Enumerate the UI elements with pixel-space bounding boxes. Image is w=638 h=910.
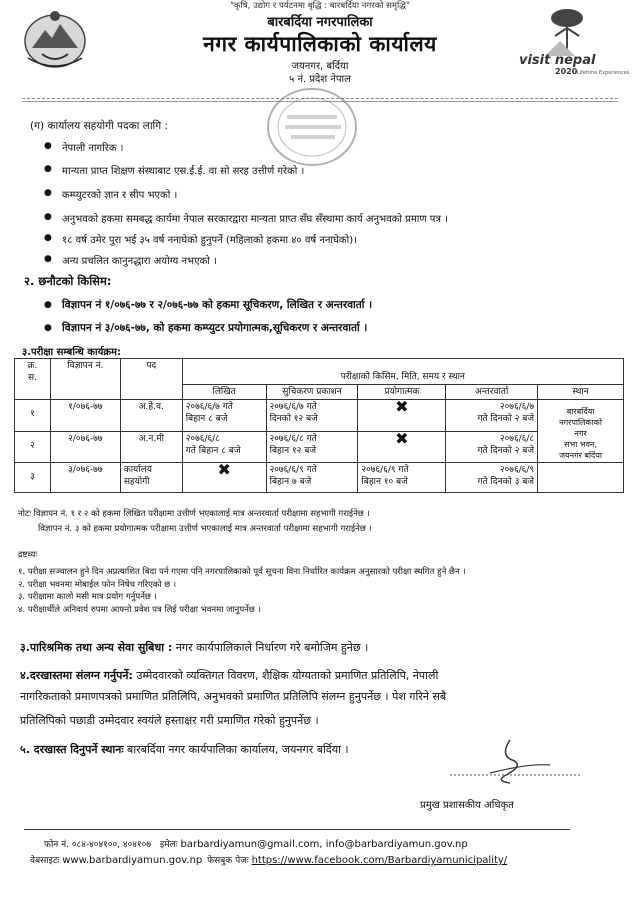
note-line1: नोटः विज्ञापन नं. १ र २ को हकमा लिखित परीक्षामा उत्तीर्ण भएकालाई मात्र अन्तरवार्ता परीक्षामा सहभागी गराईनेछ ।: [18, 509, 370, 519]
exam-schedule-table: [14, 358, 624, 493]
list-item: १८ वर्ष उमेर पुरा भई ३५ वर्ष ननाघेको हुनुपर्ने (महिलाको हकमा ४० वर्ष ननाघेको)।: [62, 235, 357, 246]
facebook-link[interactable]: https://www.facebook.com/Barbardiyamunicipality/: [251, 855, 508, 866]
signature: [440, 735, 590, 790]
footer-divider: [24, 829, 570, 830]
footer-web: [30, 853, 507, 866]
cell-adv: ३/०७६-७७: [50, 463, 120, 493]
bullet-icon: ●: [44, 188, 52, 198]
salary-label: ३.पारिश्रमिक तथा अन्य सेवा सुबिधा :: [20, 641, 173, 654]
cell-interview: २०७६/६/८ गते दिनको २ बजे: [446, 431, 538, 463]
address-line1: जयनगर, बर्दिया: [291, 61, 349, 72]
cell-listing: २०७६/६/९ गते बिहान ७ बजे: [266, 463, 358, 493]
cell-interview: २०७६/६/७ गते दिनको २ बजे: [446, 400, 538, 432]
slogan: "कृषि, उद्योग र पर्यटनमा बृद्धि : बारबर्दिया नगरको समृद्धि": [230, 1, 410, 11]
cross-mark-icon: ✖: [182, 463, 266, 493]
cell-place-empty: [538, 463, 624, 493]
attention-item: २. परीक्षा भवनमा मोबाईल फोन निषेध गरिएको छ ।: [18, 580, 177, 590]
footer-contact: [44, 837, 468, 850]
salary-text: नगर कार्यपालिकाले निर्धारण गरे बमोजिम हुनेछ ।: [172, 641, 369, 654]
section-ga-title: (ग) कार्यालय सहयोगी पदका लागि :: [30, 120, 169, 132]
attention-item: १. परीक्षा सञ्चालन हुने दिन अप्रत्याशित बिदा पर्न गएमा पनि नगरपालिकाको पूर्व सूचना विना निर्धारित कार्यक्रम अनुसारको परीक्षा स्थगित हुने छैन ।: [18, 567, 466, 577]
section4-line3: प्रतिलिपिको पछाडी उम्मेदवार स्वयंले हस्ताक्षर गरी प्रमाणित गरेको हुनुपर्नेछ ।: [20, 714, 319, 727]
header-place: स्थान: [538, 385, 624, 400]
section4-line1: [20, 664, 438, 683]
bullet-icon: ●: [44, 141, 52, 151]
cell-listing: २०७६/६/७ गते दिनको १२ बजे: [266, 400, 358, 432]
bullet-icon: ●: [44, 233, 52, 243]
cross-mark-icon: ✖: [358, 400, 446, 432]
section4-text: उम्मेदवारको व्यक्तिगत विवरण, शैक्षिक योग्यताको प्रमाणित प्रतिलिपि, नेपाली: [132, 669, 439, 682]
phone-number: फोन नं. ०८४-४०४१००, ४०४१०७: [44, 840, 152, 850]
salary-section: [20, 636, 368, 655]
list-item: विज्ञापन नं १/०७६-७७ र २/०७६-७७ को हकमा सूचिकरण, लिखित र अन्तरवार्ता ।: [62, 299, 373, 311]
address-line2: ५ नं. प्रदेश नेपाल: [289, 74, 351, 85]
section5-label: ५. दरखास्त दिनुपर्ने स्थानः: [20, 743, 124, 756]
list-item: अनुभवको हकमा समबद्ध कार्यमा नेपाल सरकारद्वारा मान्यता प्राप्त सँघ सँस्थामा कार्य अनुभवको प्रमाण पत्र ।: [62, 214, 448, 225]
attention-item: ३. परीक्षामा कालो मसी मात्र प्रयोग गर्नुपर्नेछ ।: [18, 592, 157, 602]
cell-listing: २०७६/६/८ गते बिहान १२ बजे: [266, 431, 358, 463]
cell-adv: १/०७६-७७: [50, 400, 120, 432]
nepal-emblem-icon: [20, 8, 90, 70]
visit-nepal-text: visit nepal: [519, 53, 596, 68]
attention-item: ४. परीक्षार्थीले अनिवार्य रुपमा आफ्नो प्रवेश पत्र लिई परीक्षा भवनमा जानुपर्नेछ ।: [18, 605, 261, 615]
cell-place: बारबर्दिया नगरपालिकाको नगर सभा भवन, जयनगर बर्दिया: [538, 400, 624, 463]
website-link[interactable]: www.barbardiyamun.gov.np: [62, 855, 203, 866]
bullet-icon: ●: [44, 212, 52, 222]
visit-year: 2020: [555, 67, 578, 76]
signer-title: प्रमुख प्रशासकीय अधिकृत: [420, 800, 514, 811]
section2-title: २. छनौटको किसिम:: [24, 274, 112, 288]
table-row: [15, 463, 624, 493]
list-item: मान्यता प्राप्त शिक्षण संस्थाबाट एस.ई.ई. वा सो सरह उत्तीर्ण गरेको ।: [62, 166, 305, 177]
section4-line2: नागरिकताको प्रमाणपत्रको प्रमाणित प्रतिलिपि, अनुभवको प्रमाणित प्रतिलिपि संलग्न हुनुपर्नेछ । पेश गरिने सबै: [20, 690, 447, 703]
header-written: लिखित: [182, 385, 266, 400]
header-listing: सुचिकरण प्रकाशन: [266, 385, 358, 400]
bullet-icon: ●: [44, 300, 52, 310]
email-link[interactable]: barbardiyamun@gmail.com, info@barbardiyamun.gov.np: [180, 839, 468, 850]
bullet-icon: ●: [44, 254, 52, 264]
section5-text: बारबर्दिया नगर कार्यपालिका कार्यालय, जयनगर बर्दिया ।: [123, 743, 349, 756]
list-item: अन्य प्रचलित कानुनद्धारा अयोग्य नभएको ।: [62, 256, 217, 267]
cell-practical: २०७६/६/९ गते बिहान १० बजे: [358, 463, 446, 493]
office-title: नगर कार्यपालिकाको कार्यालय: [203, 32, 437, 56]
cell-written: २०७६/६/७ गते बिहान ८ बजे: [182, 400, 266, 432]
table-row: [15, 400, 624, 432]
cell-sn: १: [15, 400, 51, 432]
cross-mark-icon: ✖: [358, 431, 446, 463]
list-item: विज्ञापन नं ३/०७६-७७, को हकमा कम्प्युटर प्रयोगात्मक,सूचिकरण र अन्तरवार्ता ।: [62, 322, 368, 334]
section5-line: [20, 738, 349, 757]
header-adv: विज्ञापन नं.: [50, 359, 120, 400]
fb-label: फेसबुक पेजः: [207, 856, 249, 866]
section3-title: ३.परीक्षा सम्बन्धि कार्यक्रम:: [22, 347, 122, 358]
cell-post: कार्यालय सहयोगी: [120, 463, 182, 493]
visit-nepal-figure-icon: [515, 6, 630, 76]
section4-label: ४.दरखास्तमा संलग्न गर्नुपर्ने:: [20, 669, 133, 682]
cell-sn: २: [15, 431, 51, 463]
list-item: नेपाली नागरिक ।: [62, 143, 124, 154]
visit-nepal-logo: [515, 6, 630, 76]
cell-post: अ.न.मी: [120, 431, 182, 463]
header-post: पद: [120, 359, 182, 400]
bullet-icon: ●: [44, 164, 52, 174]
visit-tagline: Lifetime Experiences: [577, 70, 630, 76]
cell-interview: २०७६/६/९ गते दिनको ३ बजे: [446, 463, 538, 493]
list-item: कम्प्युटरको ज्ञान र सीप भएको ।: [62, 190, 178, 201]
cell-adv: २/०७६-७७: [50, 431, 120, 463]
header-exam-group: परीक्षाको किसिम, मिति, समय र स्थान: [182, 359, 623, 385]
bullet-icon: ●: [44, 323, 52, 333]
email-label: इमेलः: [159, 840, 178, 850]
attention-title: द्रष्टव्यः: [18, 550, 38, 560]
header-interview: अन्तरवार्ता: [446, 385, 538, 400]
municipality-name: बारबर्दिया नगरपालिका: [267, 15, 373, 30]
office-stamp: [265, 85, 360, 170]
cell-post: अ.हे.व.: [120, 400, 182, 432]
cell-written: २०७६/६/८ गते बिहान ८ बजे: [182, 431, 266, 463]
table-header-row: [15, 359, 624, 385]
note-line2: विज्ञापन नं. ३ को हकमा प्रयोगात्मक परीक्षामा उत्तीर्ण भएकालाई मात्र अन्तरवार्ता परीक्षामा सहभागी गराईनेछ ।: [38, 524, 372, 534]
cell-sn: ३: [15, 463, 51, 493]
header-practical: प्रयोगात्मक: [358, 385, 446, 400]
header-sn: क्र. स.: [15, 359, 51, 400]
table-row: [15, 431, 624, 463]
web-label: वेबसाइटः: [30, 856, 60, 866]
